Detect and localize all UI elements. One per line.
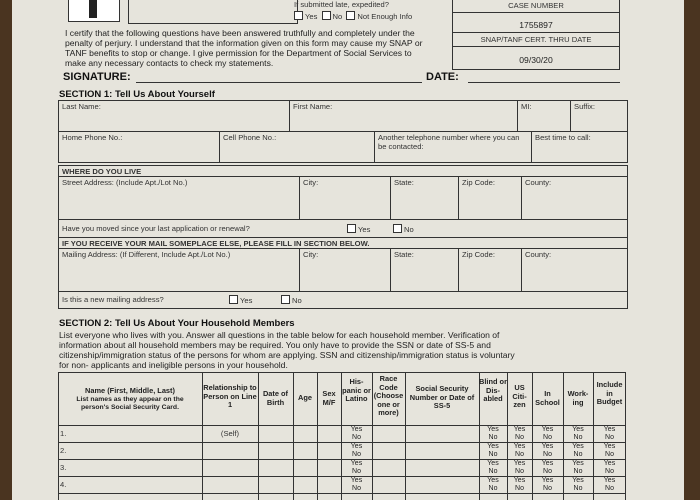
self-label: (Self) <box>220 429 240 438</box>
exp-notenough-checkbox[interactable] <box>346 11 355 20</box>
suffix-field[interactable]: Suffix: <box>570 100 628 132</box>
yes-no-option[interactable]: Yes No <box>603 426 616 441</box>
yes-no-option[interactable]: Yes No <box>603 460 616 475</box>
yes-no-option[interactable]: Yes No <box>350 460 363 475</box>
yes-no-option[interactable]: Yes No <box>572 443 584 458</box>
yes-no-option[interactable]: Yes No <box>541 460 554 475</box>
home-phone-field[interactable]: Home Phone No.: <box>58 131 220 163</box>
col-blind-header: Blind or Dis-abled <box>479 377 507 403</box>
col-relationship-header: Relationship to Person on Line 1 <box>203 383 257 409</box>
moved-yes-checkbox[interactable] <box>347 224 356 233</box>
col-ssn-header: Social Security Number or Date of SS-5 <box>409 384 475 410</box>
expedited-options: Yes No Not Enough Info <box>292 11 412 21</box>
col-budget-header: Include in Budget <box>596 380 623 406</box>
mailing-address-field[interactable]: Mailing Address: (If Different, Include Apt./Lot No.) <box>58 248 300 292</box>
mailing-county-field[interactable]: County: <box>521 248 628 292</box>
col-citizen-header: US Citi-zen <box>512 383 527 409</box>
yes-no-option[interactable]: Yes No <box>487 426 499 441</box>
exp-yes-checkbox[interactable] <box>294 11 303 20</box>
date-label: DATE: <box>426 71 459 83</box>
moved-question-row: Have you moved since your last application or renewal? Yes No <box>58 219 628 238</box>
county-field[interactable]: County: <box>521 176 628 220</box>
signature-label: SIGNATURE: <box>63 71 131 83</box>
yes-no-option[interactable]: Yes No <box>487 443 499 458</box>
yes-no-option[interactable]: Yes No <box>572 460 584 475</box>
yes-no-option[interactable]: Yes No <box>541 443 554 458</box>
where-live-header: WHERE DO YOU LIVE <box>58 165 628 177</box>
state-field[interactable]: State: <box>390 176 459 220</box>
col-sex-header: Sex M/F <box>322 389 336 407</box>
date-line[interactable] <box>468 82 620 83</box>
col-age-header: Age <box>298 393 312 402</box>
application-page <box>12 0 684 500</box>
street-address-field[interactable]: Street Address: (Include Apt./Lot No.) <box>58 176 300 220</box>
expedited-question: If submitted late, expedited? <box>294 0 389 9</box>
row-number: 2. <box>60 446 67 455</box>
form-header-box <box>128 0 298 24</box>
certification-line-1: I certify that the following questions have been answered truthfully and completely under the <box>65 28 415 38</box>
mailing-zip-field[interactable]: Zip Code: <box>458 248 522 292</box>
another-phone-field[interactable]: Another telephone number where you can be contacted: <box>374 131 532 163</box>
yes-no-option[interactable]: Yes No <box>350 443 363 458</box>
city-field[interactable]: City: <box>299 176 391 220</box>
yes-no-option[interactable]: Yes No <box>572 426 584 441</box>
section2-intro-4: for non- applicants and ineligible persons in your household. <box>59 360 288 370</box>
yes-no-option[interactable]: Yes No <box>513 460 526 475</box>
row-number: 3. <box>60 463 67 472</box>
col-school-header: In School <box>535 389 560 407</box>
certification-line-3: TANF benefits to stop or change. I give permission for the Department of Social Services to <box>65 48 412 58</box>
yes-no-option[interactable]: Yes No <box>603 443 616 458</box>
yes-no-option[interactable]: Yes No <box>350 477 363 492</box>
yes-no-option[interactable]: Yes No <box>541 477 554 492</box>
cell-phone-field[interactable]: Cell Phone No.: <box>219 131 375 163</box>
yes-no-option[interactable]: Yes No <box>541 426 554 441</box>
col-race-header: Race Code (Choose one or more) <box>373 374 404 417</box>
exp-no-checkbox[interactable] <box>322 11 331 20</box>
mi-field[interactable]: MI: <box>517 100 571 132</box>
row-number: 1. <box>60 429 67 438</box>
cert-date-value: 09/30/20 <box>519 55 553 65</box>
form-logo-block <box>68 0 120 22</box>
yes-no-option[interactable]: Yes No <box>513 443 526 458</box>
case-number-value: 1755897 <box>519 20 553 30</box>
name-subtext: List names as they appear on the person's Social Security Card. <box>76 395 184 411</box>
section2-title: SECTION 2: Tell Us About Your Household Members <box>59 318 295 329</box>
first-name-field[interactable]: First Name: <box>289 100 518 132</box>
yes-no-option[interactable]: Yes No <box>603 477 616 492</box>
signature-line[interactable] <box>136 82 422 83</box>
yes-no-option[interactable]: Yes No <box>572 477 584 492</box>
certification-line-2: penalty of perjury. I understand that the information given on this form may cause my SNAP or <box>65 38 423 48</box>
zip-field[interactable]: Zip Code: <box>458 176 522 220</box>
best-time-field[interactable]: Best time to call: <box>531 131 628 163</box>
section2-intro-2: information about all household members may be required. You only have to provide the SSN or date of SS-5 and <box>59 340 491 350</box>
row-number: 4. <box>60 480 67 489</box>
yes-no-option[interactable]: Yes No <box>487 460 499 475</box>
yes-no-option[interactable]: Yes No <box>513 426 526 441</box>
section1-title: SECTION 1: Tell Us About Yourself <box>59 89 215 100</box>
col-hispanic-header: His-panic or Latino <box>342 377 371 403</box>
mailing-city-field[interactable]: City: <box>299 248 391 292</box>
certification-line-4: make any necessary contacts to check my statements. <box>65 58 274 68</box>
col-working-header: Work-ing <box>567 389 589 407</box>
section2-intro-1: List everyone who lives with you. Answer all questions in the table below for each household member. Verification of <box>59 330 500 340</box>
mailing-state-field[interactable]: State: <box>390 248 459 292</box>
yes-no-option[interactable]: Yes No <box>350 426 363 441</box>
col-name-header: Name (First, Middle, Last) List names as they appear on the person's Social Security Card. <box>58 387 202 413</box>
moved-no-checkbox[interactable] <box>393 224 402 233</box>
cert-date-label: SNAP/TANF CERT. THRU DATE <box>480 35 592 44</box>
last-name-field[interactable]: Last Name: <box>58 100 290 132</box>
yes-no-option[interactable]: Yes No <box>513 477 526 492</box>
yes-no-option[interactable]: Yes No <box>487 477 499 492</box>
mail-elsewhere-header: IF YOU RECEIVE YOUR MAIL SOMEPLACE ELSE, PLEASE FILL IN SECTION BELOW. <box>58 237 628 249</box>
section2-intro-3: citizenship/immigration status of the persons for whom are applying. SSN and citizenship/immigration status is voluntary <box>59 350 515 360</box>
new-mailing-no-checkbox[interactable] <box>281 295 290 304</box>
case-number-label: CASE NUMBER <box>508 1 564 10</box>
new-mailing-question-row: Is this a new mailing address? Yes No <box>58 291 628 309</box>
col-dob-header: Date of Birth <box>262 389 289 407</box>
new-mailing-yes-checkbox[interactable] <box>229 295 238 304</box>
